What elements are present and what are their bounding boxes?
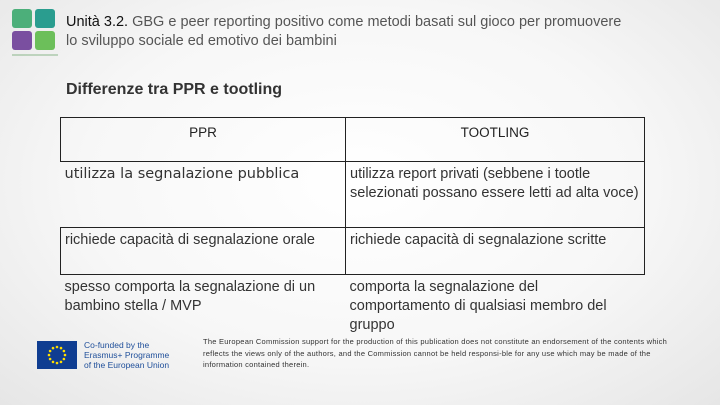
unit-label: Unità 3.2. xyxy=(66,14,129,30)
comparison-table xyxy=(60,117,645,337)
logo-tile-purple xyxy=(12,31,32,50)
logo-tile-lime xyxy=(35,31,55,50)
table-header-row xyxy=(61,118,645,162)
table-cell: comporta la segnalazione del comportamento di qualsiasi membro del gruppo xyxy=(349,279,607,333)
section-title: Differenze tra PPR e tootling xyxy=(66,81,283,98)
table-cell: richiede capacità di segnalazione scritte xyxy=(346,228,645,275)
title-text: GBG e peer reporting positivo come metodi basati sul gioco per promuovere lo sviluppo sociale ed emotivo dei bambini xyxy=(66,14,622,49)
eu-stars-icon xyxy=(37,341,77,369)
table-row xyxy=(61,228,645,275)
column-header-tootling: TOOTLING xyxy=(346,118,645,162)
logo-tile-green xyxy=(12,9,32,28)
eu-line: of the European Union xyxy=(84,360,170,370)
table-cell: utilizza report privati (sebbene i tootle selezionati possano essere letti ad alta voce) xyxy=(346,162,645,228)
eu-disclaimer: The European Commission support for the production of this publication does not constitute an endorsement of the contents which reflects the views only of the authors, and the Commission cannot be held responsi-ble for any use which may be made of the information contained therein. xyxy=(203,337,668,369)
slide-title xyxy=(66,13,626,51)
eu-flag-icon xyxy=(37,341,77,369)
table-cell: richiede capacità di segnalazione orale xyxy=(61,228,346,275)
logo-tile-teal xyxy=(35,9,55,28)
table-cell: spesso comporta la segnalazione di un bambino stella / MVP xyxy=(64,279,316,314)
table-row xyxy=(61,275,645,338)
table-cell: utilizza la segnalazione pubblica xyxy=(64,166,300,182)
table-row xyxy=(61,162,645,228)
eu-line: Erasmus+ Programme xyxy=(84,350,170,360)
eu-line: Co-funded by the xyxy=(84,340,150,350)
column-header-ppr: PPR xyxy=(61,118,346,162)
logo-caption xyxy=(12,54,58,56)
eu-cofunded-text xyxy=(84,340,199,370)
project-logo xyxy=(12,9,56,53)
